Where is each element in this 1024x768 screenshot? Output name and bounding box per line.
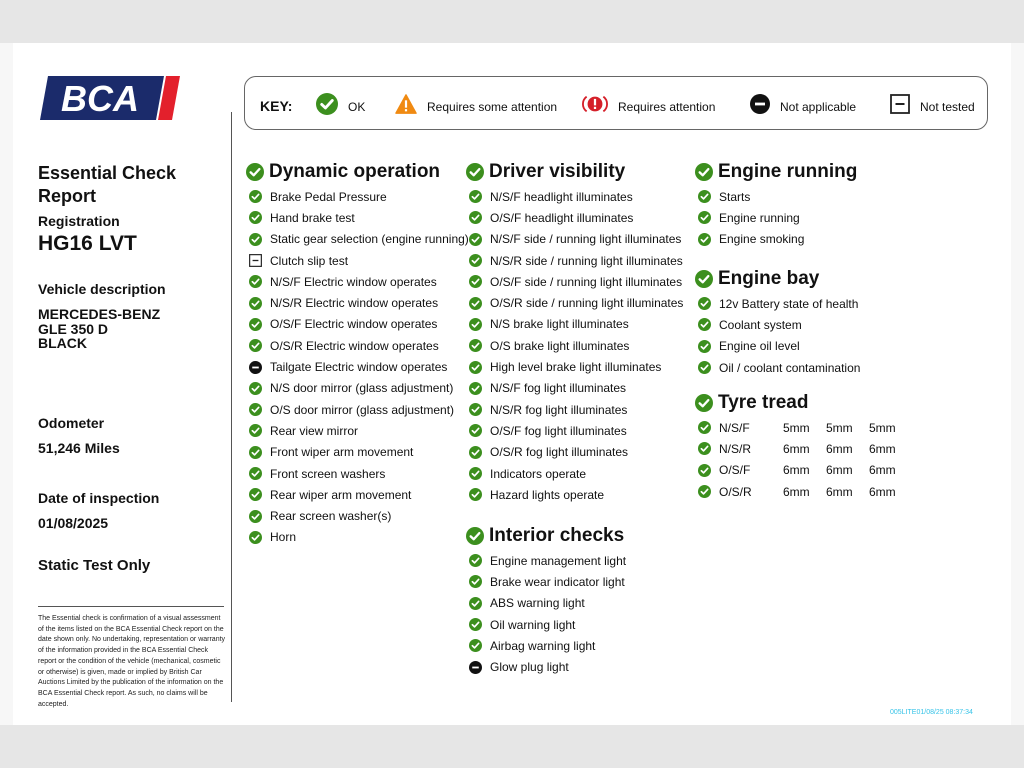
check-item-label: Tailgate Electric window operates xyxy=(270,360,448,375)
tyre-depth-2: 6mm xyxy=(826,484,853,499)
section-dynamic-operation xyxy=(246,160,469,548)
check-item xyxy=(246,229,469,250)
ok-icon xyxy=(469,339,482,352)
check-item-label: High level brake light illuminates xyxy=(490,360,662,375)
key-label-nt: Not tested xyxy=(920,99,975,114)
ok-icon xyxy=(249,446,262,459)
check-item xyxy=(695,314,860,335)
column-divider xyxy=(231,112,232,702)
key-item-warn xyxy=(395,92,557,116)
not-tested-icon xyxy=(890,94,910,114)
ok-icon xyxy=(698,485,711,498)
section-header xyxy=(466,524,626,548)
check-item-label: O/S/F fog light illuminates xyxy=(490,423,627,438)
key-item-alert xyxy=(582,92,715,116)
ok-icon xyxy=(249,403,262,416)
check-item-label: Glow plug light xyxy=(490,660,569,675)
vehicle-description-label: Vehicle description xyxy=(38,281,166,297)
ok-icon xyxy=(249,424,262,437)
check-item xyxy=(466,593,626,614)
check-item-label: Rear wiper arm movement xyxy=(270,487,412,502)
check-item xyxy=(466,484,683,505)
ok-icon xyxy=(469,318,482,331)
section-header xyxy=(246,160,469,184)
ok-icon xyxy=(249,488,262,501)
tyre-depth-3: 6mm xyxy=(869,441,896,456)
tyre-depth-1: 6mm xyxy=(783,484,810,499)
section-header xyxy=(695,391,912,415)
section-title: Interior checks xyxy=(489,525,625,546)
ok-icon xyxy=(466,163,484,181)
check-item-label: Rear screen washer(s) xyxy=(270,509,392,524)
tyre-depth-1: 6mm xyxy=(783,463,810,478)
page-edge-right xyxy=(1011,43,1024,725)
footer-code: 005LITE01/08/25 08:37:34 xyxy=(890,709,973,716)
ok-icon xyxy=(698,297,711,310)
check-item-label: Coolant system xyxy=(719,317,802,332)
not-applicable-icon xyxy=(249,361,262,374)
ok-icon xyxy=(698,442,711,455)
check-item-label: 12v Battery state of health xyxy=(719,296,859,311)
check-item xyxy=(695,207,857,228)
odometer-value: 51,246 Miles xyxy=(38,440,120,456)
check-item xyxy=(466,271,683,292)
check-item-label: N/S/F headlight illuminates xyxy=(490,189,633,204)
check-item-label: Airbag warning light xyxy=(490,638,596,653)
check-item-label: O/S/R Electric window operates xyxy=(270,338,439,353)
report-title: Essential Check Report xyxy=(38,163,177,206)
check-item-label: N/S/F Electric window operates xyxy=(270,274,437,289)
check-item-label: Clutch slip test xyxy=(270,253,349,268)
tyre-depth-2: 5mm xyxy=(826,420,853,435)
tyre-row xyxy=(695,481,912,502)
ok-icon xyxy=(249,531,262,544)
ok-icon xyxy=(698,421,711,434)
ok-icon xyxy=(469,254,482,267)
ok-icon xyxy=(698,211,711,224)
check-item xyxy=(466,614,626,635)
check-item-label: Engine management light xyxy=(490,553,627,568)
check-list xyxy=(695,186,857,250)
tyre-depth-3: 6mm xyxy=(869,484,896,499)
check-item xyxy=(695,336,860,357)
vehicle-make: MERCEDES-BENZ xyxy=(38,306,161,322)
section-engine-bay xyxy=(695,267,860,378)
warning-icon xyxy=(395,93,417,115)
check-item xyxy=(466,399,683,420)
check-item xyxy=(466,207,683,228)
check-item xyxy=(246,484,469,505)
tyre-depth-2: 6mm xyxy=(826,463,853,478)
check-item xyxy=(466,335,683,356)
check-item-label: N/S door mirror (glass adjustment) xyxy=(270,381,454,396)
check-item xyxy=(246,186,469,207)
check-item xyxy=(466,656,626,677)
check-item xyxy=(246,378,469,399)
check-item-label: N/S/R Electric window operates xyxy=(270,296,439,311)
check-item xyxy=(466,378,683,399)
test-type: Static Test Only xyxy=(38,557,151,574)
ok-icon xyxy=(469,211,482,224)
check-item xyxy=(246,442,469,463)
ok-icon xyxy=(249,467,262,480)
tyre-row xyxy=(695,438,912,459)
ok-icon xyxy=(698,361,711,374)
check-item xyxy=(466,186,683,207)
tyre-position: O/S/R xyxy=(719,484,752,499)
ok-icon xyxy=(469,575,482,588)
check-item xyxy=(246,314,469,335)
key-label-warn: Requires some attention xyxy=(427,99,558,114)
check-item xyxy=(466,292,683,313)
ok-icon xyxy=(469,403,482,416)
ok-icon xyxy=(698,340,711,353)
check-item xyxy=(246,250,469,271)
check-item-label: Hazard lights operate xyxy=(490,487,605,502)
check-item xyxy=(246,527,469,548)
check-item-label: Engine oil level xyxy=(719,339,800,354)
ok-icon xyxy=(249,339,262,352)
check-item-label: Engine smoking xyxy=(719,232,805,247)
section-header xyxy=(695,160,857,184)
ok-icon xyxy=(249,382,262,395)
key-item-ok xyxy=(316,92,365,116)
check-item xyxy=(246,356,469,377)
check-item-label: Rear view mirror xyxy=(270,423,359,438)
check-item-label: Oil warning light xyxy=(490,617,576,632)
check-item xyxy=(466,442,683,463)
check-item-label: O/S/R fog light illuminates xyxy=(490,445,629,460)
check-item-label: Oil / coolant contamination xyxy=(719,360,861,375)
check-item-label: O/S brake light illuminates xyxy=(490,338,630,353)
logo-text: BCA xyxy=(61,78,139,119)
check-item xyxy=(695,186,857,207)
check-item xyxy=(246,292,469,313)
check-item-label: O/S/R side / running light illuminates xyxy=(490,296,684,311)
ok-icon xyxy=(466,527,484,545)
check-list xyxy=(466,186,683,505)
check-item xyxy=(695,229,857,250)
section-title: Dynamic operation xyxy=(269,161,441,182)
not-applicable-icon xyxy=(469,661,482,674)
ok-icon xyxy=(695,394,713,412)
disclaimer-text: The Essential check is confirmation of a visual assessment of the items listed on the BCA Essential Check report on the date shown only. No undertaking, representation or warranty of the information provided in the BCA Essential Check report or the condition of the vehicle (mechanical, cosmetic or otherwise) is given, made or implied by British Car Auctions Limited by the publication of the information on the BCA Essential Check report. As such, no claims will be accepted. xyxy=(38,615,226,708)
ok-icon xyxy=(249,211,262,224)
check-list xyxy=(466,550,626,678)
ok-icon xyxy=(246,163,264,181)
tyre-row xyxy=(695,460,912,481)
check-item xyxy=(246,335,469,356)
ok-icon xyxy=(249,275,262,288)
check-item xyxy=(466,356,683,377)
registration-value: HG16 LVT xyxy=(38,232,137,255)
check-item-label: N/S/F fog light illuminates xyxy=(490,381,627,396)
tyre-depth-1: 5mm xyxy=(783,420,810,435)
ok-icon xyxy=(469,467,482,480)
check-item xyxy=(246,420,469,441)
section-title: Tyre tread xyxy=(718,392,809,413)
section-title: Driver visibility xyxy=(489,161,626,182)
tyre-position: N/S/F xyxy=(719,420,750,435)
section-tyre-tread xyxy=(695,391,912,502)
check-item-label: O/S/F Electric window operates xyxy=(270,317,438,332)
registration-label: Registration xyxy=(38,213,120,229)
section-title: Engine running xyxy=(718,161,858,182)
check-item-label: Front screen washers xyxy=(270,466,386,481)
ok-icon xyxy=(469,382,482,395)
check-item-label: Horn xyxy=(270,530,297,545)
ok-icon xyxy=(469,488,482,501)
section-header xyxy=(695,267,860,291)
key-label-alert: Requires attention xyxy=(618,99,716,114)
ok-icon xyxy=(249,510,262,523)
check-item-label: O/S door mirror (glass adjustment) xyxy=(270,402,455,417)
check-item-label: O/S/F side / running light illuminates xyxy=(490,274,683,289)
check-item-label: N/S brake light illuminates xyxy=(490,317,629,332)
check-item xyxy=(466,420,683,441)
tyre-depth-3: 5mm xyxy=(869,420,896,435)
check-item-label: N/S/R fog light illuminates xyxy=(490,402,628,417)
check-item xyxy=(246,463,469,484)
alert-icon xyxy=(582,93,608,115)
check-item xyxy=(246,271,469,292)
check-item xyxy=(466,635,626,656)
ok-icon xyxy=(469,554,482,567)
key-title: KEY: xyxy=(260,98,293,114)
odometer-label: Odometer xyxy=(38,415,105,431)
ok-icon xyxy=(469,424,482,437)
ok-icon xyxy=(249,297,262,310)
ok-icon xyxy=(695,270,713,288)
check-item-label: N/S/R side / running light illuminates xyxy=(490,253,683,268)
check-item xyxy=(466,463,683,484)
ok-icon xyxy=(698,318,711,331)
check-item-label: Hand brake test xyxy=(270,210,355,225)
check-item xyxy=(246,207,469,228)
ok-icon xyxy=(469,297,482,310)
tyre-row xyxy=(695,417,912,438)
ok-icon xyxy=(469,361,482,374)
check-item-label: ABS warning light xyxy=(490,596,585,611)
inspection-date-label: Date of inspection xyxy=(38,490,160,506)
check-item-label: Brake Pedal Pressure xyxy=(270,189,387,204)
page-edge-left xyxy=(0,43,13,725)
tyre-table xyxy=(695,417,912,502)
not-tested-icon xyxy=(249,254,262,267)
vehicle-model: GLE 350 D xyxy=(38,321,109,337)
tyre-depth-1: 6mm xyxy=(783,441,810,456)
check-item-label: O/S/F headlight illuminates xyxy=(490,210,634,225)
key-label-na: Not applicable xyxy=(780,99,857,114)
check-item-label: Brake wear indicator light xyxy=(490,574,625,589)
section-engine-running xyxy=(695,160,857,250)
bca-logo xyxy=(40,76,180,120)
ok-icon xyxy=(469,190,482,203)
tyre-depth-2: 6mm xyxy=(826,441,853,456)
ok-icon xyxy=(469,446,482,459)
check-list xyxy=(695,293,860,378)
check-item xyxy=(695,293,860,314)
check-item xyxy=(466,250,683,271)
section-interior-checks xyxy=(466,524,626,678)
key-item-na xyxy=(750,92,856,116)
disclaimer-divider xyxy=(38,606,224,607)
tyre-position: N/S/R xyxy=(719,441,752,456)
section-driver-visibility xyxy=(466,160,683,505)
check-item xyxy=(466,550,626,571)
ok-icon xyxy=(698,233,711,246)
ok-icon xyxy=(249,233,262,246)
check-item-label: Indicators operate xyxy=(490,466,587,481)
check-item-label: Engine running xyxy=(719,210,800,225)
key-item-nt xyxy=(890,92,975,116)
ok-icon xyxy=(249,318,262,331)
check-item-label: N/S/F side / running light illuminates xyxy=(490,232,682,247)
vehicle-colour: BLACK xyxy=(38,335,87,351)
section-header xyxy=(466,160,683,184)
ok-icon xyxy=(469,275,482,288)
ok-icon xyxy=(695,163,713,181)
check-item xyxy=(466,571,626,592)
inspection-date-value: 01/08/2025 xyxy=(38,515,109,531)
check-item-label: Starts xyxy=(719,189,751,204)
ok-icon xyxy=(698,190,711,203)
ok-icon xyxy=(469,618,482,631)
check-list xyxy=(246,186,469,548)
check-item xyxy=(246,399,469,420)
check-item xyxy=(466,229,683,250)
key-label-ok: OK xyxy=(348,99,366,114)
ok-icon xyxy=(249,190,262,203)
check-item xyxy=(695,357,860,378)
section-title: Engine bay xyxy=(718,268,820,289)
check-item-label: Static gear selection (engine running) xyxy=(270,232,469,247)
ok-icon xyxy=(698,464,711,477)
check-item xyxy=(246,505,469,526)
not-applicable-icon xyxy=(750,94,770,114)
check-item xyxy=(466,314,683,335)
tyre-position: O/S/F xyxy=(719,463,751,478)
check-item-label: Front wiper arm movement xyxy=(270,445,414,460)
ok-icon xyxy=(469,233,482,246)
ok-icon xyxy=(469,597,482,610)
ok-icon xyxy=(316,93,338,115)
ok-icon xyxy=(469,639,482,652)
tyre-depth-3: 6mm xyxy=(869,463,896,478)
